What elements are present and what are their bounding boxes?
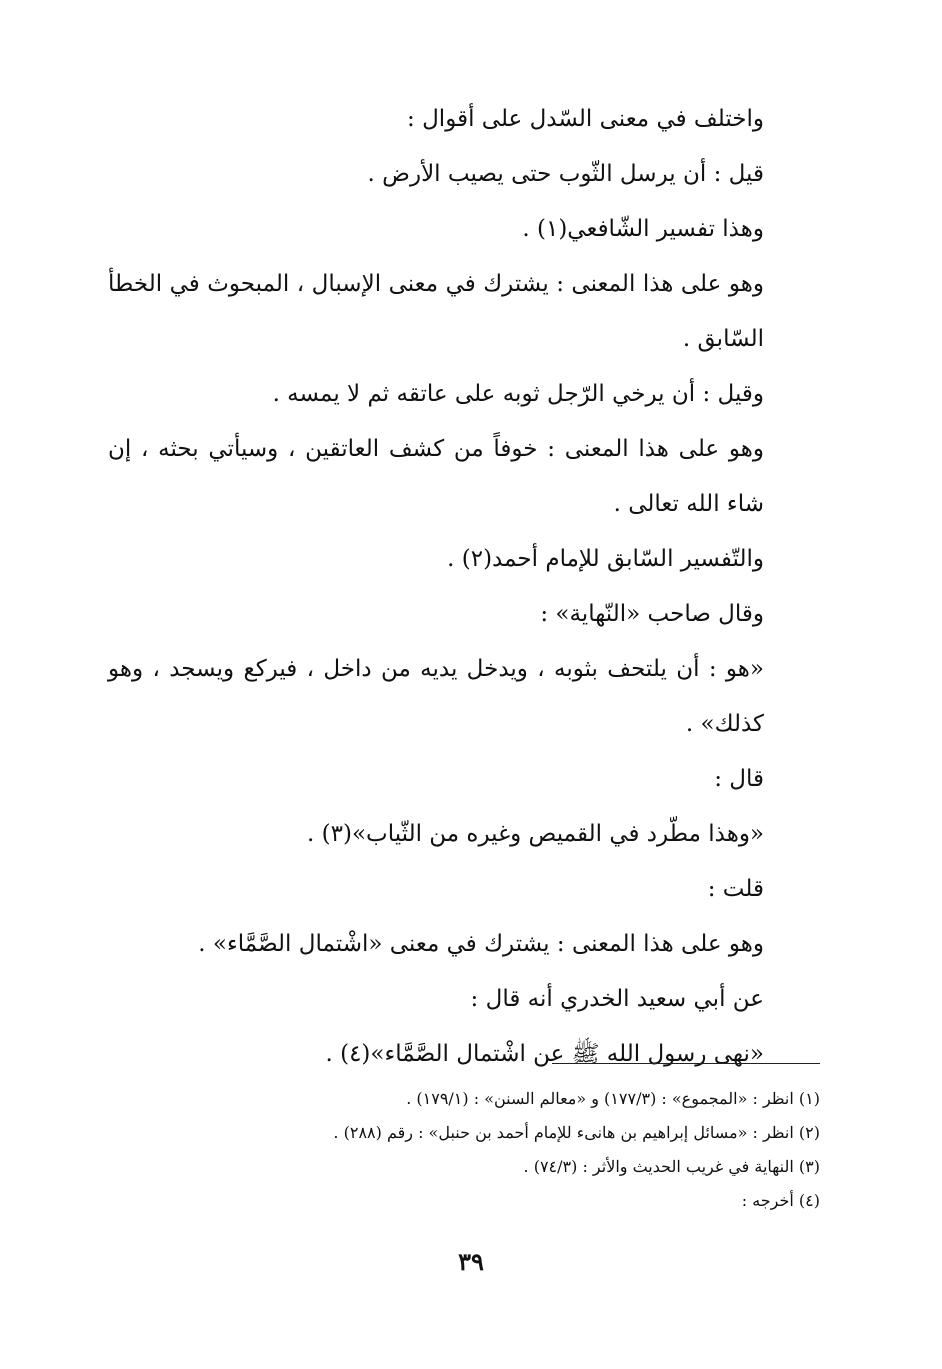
paragraph: عن أبي سعيد الخدري أنه قال : — [470, 986, 764, 1012]
paragraph: وهو على هذا المعنى : يشترك في معنى «اشْتمال الصَّمَّاء» . — [198, 931, 764, 957]
footnote: (٣) النهاية في غريب الحديث والأثر : (٧٤/٣) . — [523, 1157, 820, 1176]
footnote: (١) انظر : «المجموع» : (١٧٧/٣) و «معالم السنن» : (١٧٩/١) . — [406, 1089, 820, 1108]
paragraph: «وهذا مطّرد في القميص وغيره من الثّياب»(٣) . — [307, 821, 764, 847]
paragraph: واختلف في معنى السّدل على أقوال : — [407, 106, 764, 132]
paragraph: وقال صاحب «النّهاية» : — [540, 601, 764, 627]
paragraph: «هو : أن يلتحف بثوبه ، ويدخل يديه من داخل ، فيركع ويسجد ، وهو كذلك» . — [108, 656, 764, 737]
footnote: (٤) أخرجه : — [741, 1191, 820, 1210]
paragraph: قال : — [714, 766, 764, 792]
paragraph: وقيل : أن يرخي الرّجل ثوبه على عاتقه ثم لا يمسه . — [272, 381, 764, 407]
page-number: ٣٩ — [458, 1247, 484, 1276]
main-text — [108, 92, 820, 1082]
paragraph: قلت : — [707, 876, 764, 902]
paragraph: والتّفسير السّابق للإمام أحمد(٢) . — [447, 546, 764, 572]
paragraph: وهذا تفسير الشّافعي(١) . — [522, 216, 764, 242]
paragraph: وهو على هذا المعنى : يشترك في معنى الإسبال ، المبحوث في الخطأ السّابق . — [108, 271, 764, 352]
footnotes — [108, 1082, 820, 1218]
paragraph: وهو على هذا المعنى : خوفاً من كشف العاتقين ، وسيأتي بحثه ، إن شاء الله تعالى . — [108, 436, 764, 517]
footnote: (٢) انظر : «مسائل إبراهيم بن هانىء للإمام أحمد بن حنبل» : رقم (٢٨٨) . — [333, 1123, 820, 1142]
paragraph: قيل : أن يرسل الثّوب حتى يصيب الأرض . — [367, 161, 764, 187]
paragraph: «نهى رسول الله ﷺ عن اشْتمال الصَّمَّاء»(٤) . — [325, 1041, 764, 1067]
footnote-separator — [552, 1063, 820, 1064]
